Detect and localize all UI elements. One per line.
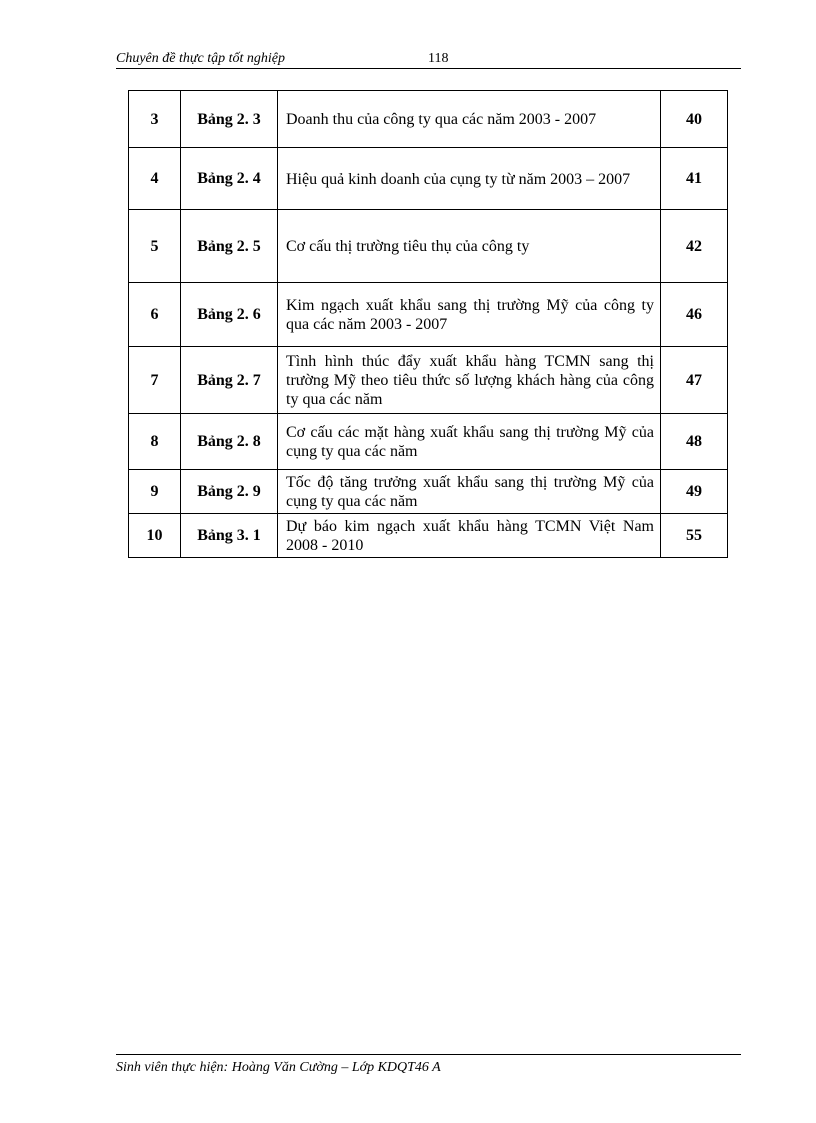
table-row	[129, 514, 728, 558]
table-row	[129, 283, 728, 347]
table-label: Bảng 2. 8	[181, 414, 278, 470]
table-label: Bảng 2. 9	[181, 470, 278, 514]
table-title: Doanh thu của công ty qua các năm 2003 - 2007	[278, 91, 661, 148]
page-header	[116, 50, 741, 69]
page-ref: 40	[661, 91, 728, 148]
row-number: 4	[129, 148, 181, 210]
page-ref: 41	[661, 148, 728, 210]
table-title: Cơ cấu các mặt hàng xuất khẩu sang thị trường Mỹ của cụng ty qua các năm	[278, 414, 661, 470]
row-number: 8	[129, 414, 181, 470]
footer-author: Sinh viên thực hiện: Hoàng Văn Cường – Lớp KDQT46 A	[116, 1060, 441, 1075]
table-row	[129, 148, 728, 210]
table-label: Bảng 2. 7	[181, 347, 278, 414]
row-number: 3	[129, 91, 181, 148]
page-footer	[116, 1054, 741, 1076]
table-title: Dự báo kim ngạch xuất khẩu hàng TCMN Việt Nam 2008 - 2010	[278, 514, 661, 558]
row-number: 5	[129, 210, 181, 283]
table-title: Cơ cấu thị trường tiêu thụ của công ty	[278, 210, 661, 283]
table-label: Bảng 3. 1	[181, 514, 278, 558]
table-label: Bảng 2. 3	[181, 91, 278, 148]
page-ref: 55	[661, 514, 728, 558]
page-ref: 42	[661, 210, 728, 283]
table-label: Bảng 2. 4	[181, 148, 278, 210]
table-title: Kim ngạch xuất khẩu sang thị trường Mỹ của công ty qua các năm 2003 - 2007	[278, 283, 661, 347]
table-row	[129, 414, 728, 470]
page-number: 118	[428, 51, 449, 66]
table-label: Bảng 2. 5	[181, 210, 278, 283]
table-title: Tình hình thúc đẩy xuất khẩu hàng TCMN sang thị trường Mỹ theo tiêu thức số lượng khách hàng của công ty qua các năm	[278, 347, 661, 414]
table-row	[129, 470, 728, 514]
row-number: 9	[129, 470, 181, 514]
page-ref: 47	[661, 347, 728, 414]
table-title: Tốc độ tăng trưởng xuất khẩu sang thị trường Mỹ của cụng ty qua các năm	[278, 470, 661, 514]
row-number: 10	[129, 514, 181, 558]
document-title: Chuyên đề thực tập tốt nghiệp	[116, 51, 285, 66]
row-number: 7	[129, 347, 181, 414]
table-row	[129, 91, 728, 148]
table-label: Bảng 2. 6	[181, 283, 278, 347]
row-number: 6	[129, 283, 181, 347]
table-row	[129, 210, 728, 283]
table-list	[128, 90, 728, 558]
page-ref: 49	[661, 470, 728, 514]
page-ref: 48	[661, 414, 728, 470]
page-ref: 46	[661, 283, 728, 347]
table-row	[129, 347, 728, 414]
table-title: Hiệu quả kinh doanh của cụng ty từ năm 2003 – 2007	[278, 148, 661, 210]
